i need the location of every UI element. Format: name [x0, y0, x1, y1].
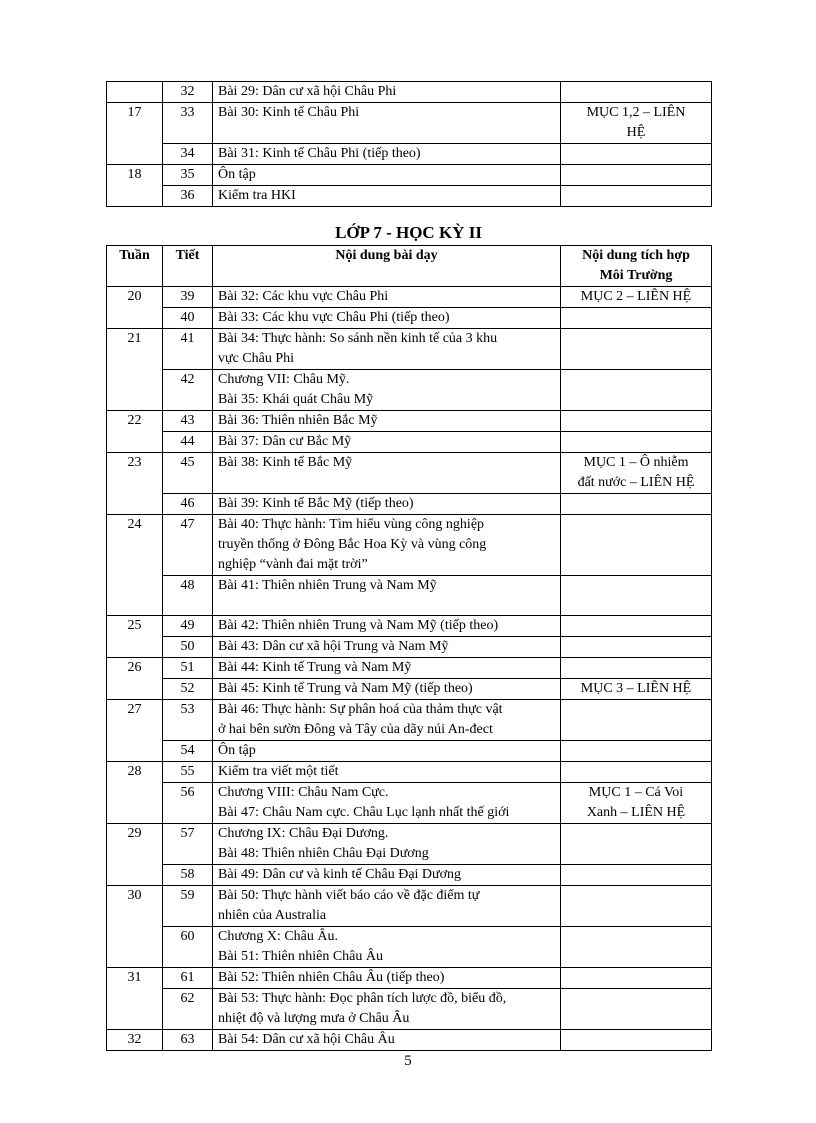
cell-noidung [213, 968, 561, 989]
table-row [107, 989, 712, 1030]
table-row [107, 616, 712, 637]
cell-tichhop [561, 783, 712, 824]
cell-line: Xanh – LIÊN HỆ [586, 805, 686, 820]
cell-tiet: 39 [163, 287, 213, 308]
cell-line: HỆ [626, 125, 646, 140]
cell-noidung [213, 989, 561, 1030]
cell-tiet: 59 [163, 886, 213, 927]
cell-line: Bài 31: Kinh tế Châu Phi (tiếp theo) [218, 146, 421, 161]
cell-tichhop [561, 494, 712, 515]
cell-tiet: 44 [163, 432, 213, 453]
table-row [107, 144, 712, 165]
cell-noidung [213, 637, 561, 658]
cell-tichhop [561, 103, 712, 144]
cell-line: Bài 54: Dân cư xã hội Châu Âu [218, 1032, 395, 1047]
cell-tichhop [561, 186, 712, 207]
cell-noidung [213, 82, 561, 103]
cell-tiet: 62 [163, 989, 213, 1030]
header-tiet: Tiết [163, 246, 213, 287]
cell-noidung [213, 783, 561, 824]
cell-noidung [213, 411, 561, 432]
cell-tichhop [561, 453, 712, 494]
cell-tiet: 43 [163, 411, 213, 432]
cell-noidung [213, 515, 561, 576]
cell-line: Kiểm tra HKI [218, 188, 296, 203]
cell-line: Bài 37: Dân cư Bắc Mỹ [218, 434, 352, 449]
cell-tuan: 28 [107, 762, 163, 824]
header-tuan: Tuần [107, 246, 163, 287]
cell-tiet: 63 [163, 1030, 213, 1051]
cell-line: Bài 29: Dân cư xã hội Châu Phi [218, 84, 397, 99]
cell-tichhop [561, 762, 712, 783]
cell-line: ở hai bên sườn Đông và Tây của dãy núi An-đect [218, 722, 493, 737]
cell-line: Chương VIII: Châu Nam Cực. [218, 785, 389, 800]
cell-noidung [213, 432, 561, 453]
cell-noidung [213, 165, 561, 186]
cell-tichhop [561, 287, 712, 308]
cell-line: Ôn tập [218, 743, 256, 758]
cell-line: MỤC 1,2 – LIÊN [586, 105, 686, 120]
cell-tichhop [561, 741, 712, 762]
cell-line: MỤC 1 – Cá Voi [588, 785, 684, 800]
cell-noidung [213, 453, 561, 494]
cell-tichhop [561, 370, 712, 411]
cell-line: Chương IX: Châu Đại Dương. [218, 826, 389, 841]
cell-line: Bài 35: Khái quát Châu Mỹ [218, 392, 374, 407]
cell-line: nhiệt độ và lượng mưa ở Châu Âu [218, 1011, 410, 1026]
cell-line: nhiên của Australia [218, 908, 327, 923]
cell-line: truyền thống ở Đông Bắc Hoa Kỳ và vùng công [218, 537, 487, 552]
cell-line: Chương X: Châu Âu. [218, 929, 338, 944]
cell-tiet: 57 [163, 824, 213, 865]
cell-line: Bài 44: Kinh tế Trung và Nam Mỹ [218, 660, 412, 675]
cell-line: Bài 42: Thiên nhiên Trung và Nam Mỹ (tiếp theo) [218, 618, 499, 633]
cell-tuan: 26 [107, 658, 163, 700]
cell-tiet: 45 [163, 453, 213, 494]
cell-tiet: 54 [163, 741, 213, 762]
cell-tiet: 47 [163, 515, 213, 576]
table-row [107, 370, 712, 411]
table-row [107, 927, 712, 968]
cell-tichhop [561, 637, 712, 658]
cell-noidung [213, 658, 561, 679]
table-row [107, 824, 712, 865]
cell-tiet: 51 [163, 658, 213, 679]
cell-tichhop [561, 824, 712, 865]
table-row [107, 865, 712, 886]
cell-tiet: 60 [163, 927, 213, 968]
cell-line: MỤC 3 – LIÊN HỆ [580, 681, 692, 696]
cell-tiet: 33 [163, 103, 213, 144]
cell-tuan: 23 [107, 453, 163, 515]
cell-tiet: 32 [163, 82, 213, 103]
cell-tichhop [561, 927, 712, 968]
table-row [107, 308, 712, 329]
cell-tuan: 22 [107, 411, 163, 453]
cell-line: Bài 38: Kinh tế Bắc Mỹ [218, 455, 353, 470]
cell-line: Bài 53: Thực hành: Đọc phân tích lược đồ, biểu đồ, [218, 991, 507, 1006]
cell-line: Bài 40: Thực hành: Tìm hiểu vùng công nghiệp [218, 517, 485, 532]
cell-tiet: 53 [163, 700, 213, 741]
cell-noidung [213, 824, 561, 865]
cell-tuan: 21 [107, 329, 163, 411]
schedule-table-hk2 [106, 245, 712, 1051]
cell-noidung [213, 865, 561, 886]
cell-noidung [213, 186, 561, 207]
cell-noidung [213, 700, 561, 741]
cell-line: Bài 49: Dân cư và kinh tế Châu Đại Dương [218, 867, 462, 882]
table-row [107, 1030, 712, 1051]
table-row [107, 576, 712, 616]
cell-tiet: 49 [163, 616, 213, 637]
cell-noidung [213, 329, 561, 370]
cell-line: Bài 48: Thiên nhiên Châu Đại Dương [218, 846, 429, 861]
cell-line: nghiệp “vành đai mặt trời” [218, 557, 368, 572]
page-number: 5 [404, 1053, 412, 1069]
cell-tuan: 20 [107, 287, 163, 329]
cell-line: Bài 34: Thực hành: So sánh nền kinh tế của 3 khu [218, 331, 498, 346]
cell-tuan: 31 [107, 968, 163, 1030]
cell-tichhop [561, 658, 712, 679]
table-row [107, 762, 712, 783]
table-row [107, 679, 712, 700]
cell-tichhop [561, 165, 712, 186]
header-tichhop [561, 246, 712, 287]
table-row [107, 165, 712, 186]
cell-tichhop [561, 308, 712, 329]
table-row [107, 968, 712, 989]
header-tichhop-line: Môi Trường [599, 268, 673, 283]
cell-line: Bài 32: Các khu vực Châu Phi [218, 289, 389, 304]
cell-noidung [213, 886, 561, 927]
cell-tichhop [561, 515, 712, 576]
cell-tichhop [561, 82, 712, 103]
cell-tichhop [561, 700, 712, 741]
cell-line: Bài 36: Thiên nhiên Bắc Mỹ [218, 413, 378, 428]
cell-tuan: 29 [107, 824, 163, 886]
cell-line: Bài 41: Thiên nhiên Trung và Nam Mỹ [218, 578, 437, 593]
table-row [107, 453, 712, 494]
cell-tichhop [561, 1030, 712, 1051]
cell-noidung [213, 927, 561, 968]
cell-tiet: 41 [163, 329, 213, 370]
cell-line: Bài 46: Thực hành: Sự phân hoá của thảm thực vật [218, 702, 503, 717]
cell-line: Bài 50: Thực hành viết báo cáo về đặc điểm tự [218, 888, 480, 903]
cell-noidung [213, 576, 561, 616]
cell-tiet: 36 [163, 186, 213, 207]
cell-tiet: 58 [163, 865, 213, 886]
cell-tiet: 46 [163, 494, 213, 515]
cell-line: Bài 51: Thiên nhiên Châu Âu [218, 949, 383, 964]
section-title: LỚP 7 - HỌC KỲ II [335, 223, 482, 242]
cell-noidung [213, 103, 561, 144]
table-row [107, 411, 712, 432]
cell-tiet: 42 [163, 370, 213, 411]
cell-tiet: 56 [163, 783, 213, 824]
header-tichhop-line: Nội dung tích hợp [582, 248, 690, 263]
table-row [107, 700, 712, 741]
cell-tiet: 50 [163, 637, 213, 658]
cell-line: Kiểm tra viết một tiết [218, 764, 339, 779]
cell-noidung [213, 762, 561, 783]
cell-tichhop [561, 865, 712, 886]
table-row [107, 494, 712, 515]
cell-line: Chương VII: Châu Mỹ. [218, 372, 350, 387]
cell-noidung [213, 370, 561, 411]
table-row [107, 783, 712, 824]
table-row [107, 741, 712, 762]
cell-tiet: 52 [163, 679, 213, 700]
cell-line: MỤC 1 – Ô nhiễm [583, 455, 689, 470]
table-row [107, 658, 712, 679]
cell-line: Bài 47: Châu Nam cực. Châu Lục lạnh nhất thế giới [218, 805, 510, 820]
cell-tiet: 48 [163, 576, 213, 616]
cell-line: Bài 43: Dân cư xã hội Trung và Nam Mỹ [218, 639, 449, 654]
cell-line: Bài 30: Kinh tế Châu Phi [218, 105, 360, 120]
cell-noidung [213, 1030, 561, 1051]
cell-tuan: 25 [107, 616, 163, 658]
cell-tuan: 32 [107, 1030, 163, 1051]
cell-tuan: 24 [107, 515, 163, 616]
cell-tuan: 30 [107, 886, 163, 968]
table-row [107, 186, 712, 207]
table-header-row [107, 246, 712, 287]
cell-tichhop [561, 576, 712, 616]
cell-tichhop [561, 616, 712, 637]
cell-tichhop [561, 144, 712, 165]
cell-line: Ôn tập [218, 167, 256, 182]
cell-tichhop [561, 989, 712, 1030]
table-row [107, 637, 712, 658]
cell-line: Bài 45: Kinh tế Trung và Nam Mỹ (tiếp theo) [218, 681, 473, 696]
cell-line: MỤC 2 – LIÊN HỆ [580, 289, 692, 304]
table-row [107, 329, 712, 370]
schedule-table-hk1-tail [106, 81, 712, 207]
cell-line: đất nước – LIÊN HỆ [577, 475, 695, 490]
cell-tichhop [561, 432, 712, 453]
cell-tuan [107, 82, 163, 103]
table-row [107, 82, 712, 103]
cell-tichhop [561, 329, 712, 370]
cell-noidung [213, 308, 561, 329]
cell-tiet: 55 [163, 762, 213, 783]
cell-noidung [213, 679, 561, 700]
cell-noidung [213, 741, 561, 762]
cell-tichhop [561, 679, 712, 700]
cell-noidung [213, 287, 561, 308]
cell-tiet: 61 [163, 968, 213, 989]
cell-noidung [213, 494, 561, 515]
table-row [107, 103, 712, 144]
cell-tiet: 40 [163, 308, 213, 329]
table-row [107, 886, 712, 927]
cell-noidung [213, 616, 561, 637]
cell-noidung [213, 144, 561, 165]
table-row [107, 515, 712, 576]
table-row [107, 432, 712, 453]
cell-line: vực Châu Phi [218, 351, 295, 366]
table-row [107, 287, 712, 308]
cell-tuan: 18 [107, 165, 163, 207]
header-noidung: Nội dung bài dạy [213, 246, 561, 287]
cell-line: Bài 33: Các khu vực Châu Phi (tiếp theo) [218, 310, 450, 325]
cell-tiet: 34 [163, 144, 213, 165]
cell-tuan: 17 [107, 103, 163, 165]
cell-tiet: 35 [163, 165, 213, 186]
cell-line: Bài 39: Kinh tế Bắc Mỹ (tiếp theo) [218, 496, 414, 511]
cell-tichhop [561, 411, 712, 432]
cell-tuan: 27 [107, 700, 163, 762]
cell-line: Bài 52: Thiên nhiên Châu Âu (tiếp theo) [218, 970, 445, 985]
cell-tichhop [561, 968, 712, 989]
cell-tichhop [561, 886, 712, 927]
